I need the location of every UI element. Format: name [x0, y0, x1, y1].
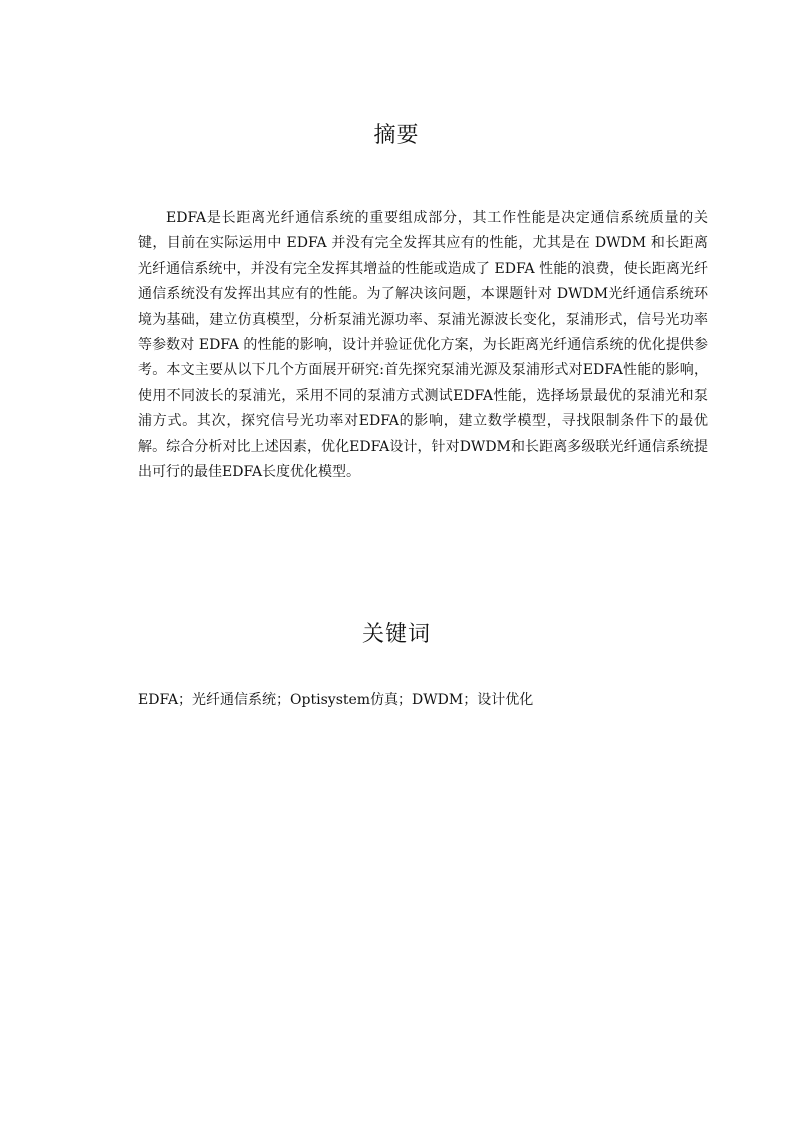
abstract-title: 摘要 — [373, 123, 420, 148]
keywords-body: EDFA；光纤通信系统；Optisystem仿真；DWDM；设计优化 — [138, 692, 534, 708]
keywords-title: 关键词 — [361, 622, 431, 647]
abstract-body: EDFA是长距离光纤通信系统的重要组成部分，其工作性能是决定通信系统质量的关键，目前在实际运用中 EDFA 并没有完全发挥其应有的性能，尤其是在 DWDM 和长距离光纤通信系统中，并没有完全发挥其增益的性能或造成了 EDFA 性能的浪费，使长距离光纤通信系统没有发挥出其应有的性能。为了解决该问题，本课题针对 DWDM光纤通信系统环境为基础，建立仿真模型，分析泵浦光源功率、泵浦光源波长变化，泵浦形式，信号光功率等参数对 EDFA 的性能的影响，设计并验证优化方案，为长距离光纤通信系统的优化提供参考。本文主要从以下几个方面展开研究:首先探究泵浦光源及泵浦形式对EDFA性能的影响，使用不同波长的泵浦光，采用不同的泵浦方式测试EDFA性能，选择场景最优的泵浦光和泵浦方式。其次，探究信号光功率对EDFA的影响，建立数学模型，寻找限制条件下的最优解。综合分析对比上述因素，优化EDFA设计，针对DWDM和长距离多级联光纤通信系统提出可行的最佳EDFA长度优化模型。 — [138, 210, 708, 481]
